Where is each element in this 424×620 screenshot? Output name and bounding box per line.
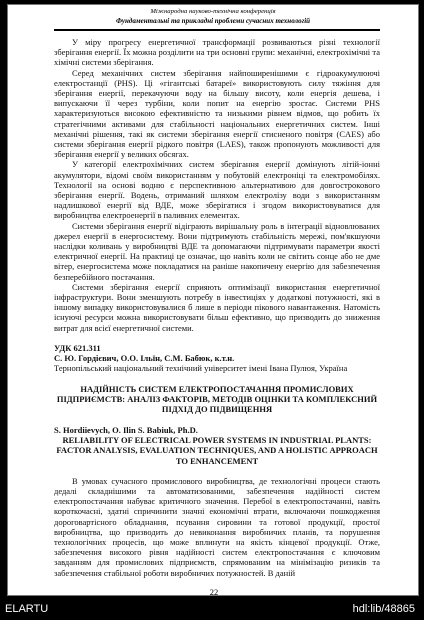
document-page xyxy=(7,4,419,596)
authors-en: S. Hordiievych, O. Ilin S. Babiuk, Ph.D. xyxy=(54,424,198,435)
paragraph: У категорії електрохімічних систем зберігання енергії домінують літій-іонні акумулятори, відомі своїм використанням у побутовій електроніці та електромобілях. Технології на основі водню є перспективною альтернативою для довгострокового зберігання енергії. Водень, отриманий шляхом електролізу води з використанням надлишкової енергії від ВДЕ, може зберігатися і згодом використовуватися для виробництва електроенергії в паливних елементах. xyxy=(54,159,380,221)
affiliation: Тернопільський національний технічний університет імені Івана Пулюя, Україна xyxy=(54,363,348,374)
udc-code: УДК 621.311 xyxy=(54,342,101,353)
footer-handle-label: hdl:lib/48865 xyxy=(352,603,415,615)
conference-label: Міжнародна науково-технічна конференція xyxy=(150,8,276,15)
header-rule xyxy=(54,29,380,31)
article-title-ua: НАДІЙНІСТЬ СИСТЕМ ЕЛЕКТРОПОСТАЧАННЯ ПРОМИСЛОВИХ ПІДПРИЄМСТВ: АНАЛІЗ ФАКТОРІВ, МЕТОДІВ ОЦІНКИ ТА КОМПЛЕКСНИЙ ПІДХІД ДО ПІДВИЩЕННЯ xyxy=(56,383,378,415)
paragraph: Системи зберігання енергії відіграють вирішальну роль в інтеграції відновлюваних джерел енергії в енергосистему. Вони підтримують стабільність мережі, пом'якшуючи наслідки коливань у виробництві ВДЕ та допомагаючи підтримувати параметри якості електричної енергії. На практиці це означає, що навіть коли не світить сонце або не дме вітер, енергосистема може покладатися на раніше накопичену енергію для забезпечення безперебійного постачання. xyxy=(54,220,380,282)
paragraph: У міру прогресу енергетичної трансформації розвиваються різні технології зберігання енергії. Їх можна розділити на три основні групи: механічні, електрохімічні та хімічні системи зберігання. xyxy=(54,37,380,68)
footer-repository-label: ELARTU xyxy=(5,603,49,615)
article-meta xyxy=(54,343,380,374)
authors-ua: С. Ю. Гордієвич, О.О. Ільїн, С.М. Бабюк, к.т.н. xyxy=(54,353,235,364)
paragraph: Серед механічних систем зберігання найпоширенішими є гідроакумулюючі електростанції (PHS). Ці «гігантські батареї» використовують силу тяжіння для зберігання енергії, перекачуючи воду на більшу висоту, коли енергія дешева, і випускаючи її через турбіни, коли попит на енергію зростає. Системи PHS характеризуються високою ефективністю та низькими рівнем відмов, що робить їх стратегічними активами для стабільності національних енергетичних систем. Інші механічні рішення, такі як системи зберігання енергії стисненого повітря (CAES) або системи зберігання енергії рідкого повітря (LAES), також пропонують можливості для зберігання енергії у великих обсягах. xyxy=(54,67,380,160)
paragraph: В умовах сучасного промислового виробництва, де технологічні процеси стають дедалі складнішими та автоматизованими, забезпечення надійності систем електропостачання набуває критичного значення. Перебої в електропостачанні, навіть короткочасні, здатні спричинити значні економічні втрати, включаючи пошкодження дороговартісного обладнання, псування сировини та готової продукції, простої виробництва, що призводить до невиконання виробничих планів, та порушення технологічних процесів, що може вплинути на якість кінцевої продукції. Отже, забезпечення високого рівня надійності систем електропостачання є ключовим завданням для промислових підприємств, спрямованим на мінімізацію ризиків та забезпечення стабільної роботи виробничих потужностей. В даній xyxy=(54,475,380,578)
document-body xyxy=(54,37,380,578)
article-title-en: RELIABILITY OF ELECTRICAL POWER SYSTEMS IN INDUSTRIAL PLANTS: FACTOR ANALYSIS, EVALUATION TECHNIQUES, AND A HOLISTIC APPROACH TO ENHANCEMENT xyxy=(56,434,378,466)
conference-title: Фундаментальні та прикладні проблеми сучасних технологій xyxy=(115,17,311,25)
paragraph: Системи зберігання енергії сприяють оптимізації використання енергетичної інфраструктури. Вони зменшують потребу в інвестиціях у додаткові потужності, які в іншому випадку використовувалися б лише в періоди пікового навантаження. Натомість існуючі ресурси можна використовувати більш ефективно, що призводить до зниження витрат для всієї енергетичної системи. xyxy=(54,281,380,333)
page-number: 22 xyxy=(209,587,219,596)
